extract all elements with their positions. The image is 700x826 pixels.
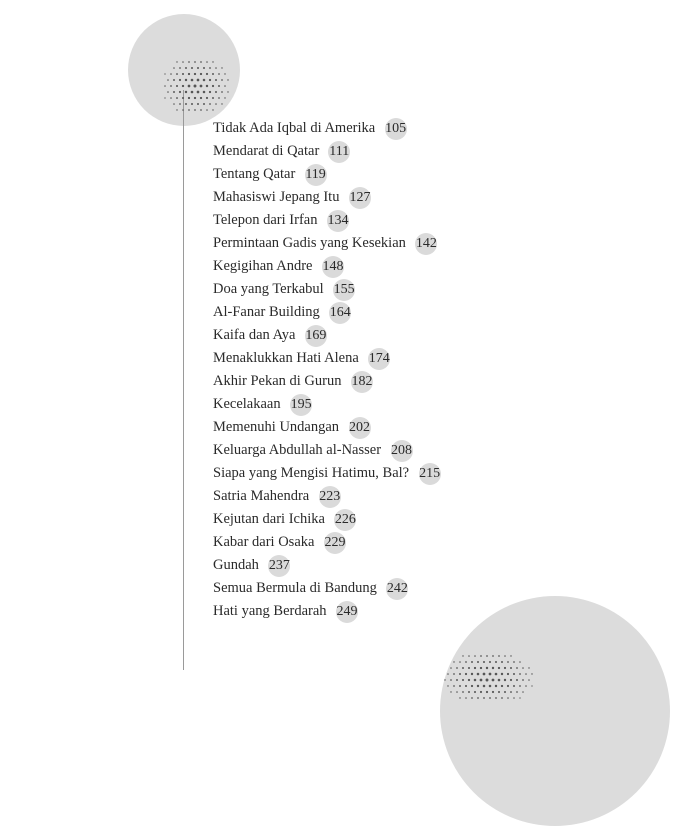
toc-entry[interactable] [213, 508, 443, 531]
decorative-dot [468, 691, 470, 693]
decorative-dot [489, 661, 491, 663]
decorative-dot [483, 673, 486, 676]
decorative-dot [477, 673, 480, 676]
decorative-dot [179, 67, 181, 69]
decorative-dot [492, 667, 494, 669]
toc-entry[interactable] [213, 531, 443, 554]
decorative-dot [179, 91, 181, 93]
toc-page-number: 226 [332, 510, 359, 530]
decorative-dot [477, 661, 479, 663]
toc-entry-title: Kecelakaan [213, 396, 281, 412]
decorative-dot [200, 97, 202, 99]
decorative-dot [209, 67, 211, 69]
decorative-dot [200, 85, 203, 88]
decorative-dot [480, 667, 482, 669]
decorative-dot [221, 103, 222, 104]
decorative-dot [465, 673, 467, 675]
decorative-dot [519, 673, 521, 675]
decorative-dot [492, 679, 495, 682]
toc-page-number: 242 [384, 579, 411, 599]
decorative-dot [206, 85, 208, 87]
toc-entry[interactable] [213, 416, 443, 439]
toc-entry[interactable] [213, 117, 443, 140]
decorative-dot [206, 61, 208, 63]
decorative-dot [528, 667, 529, 668]
decorative-dot [188, 109, 190, 111]
decorative-dot [173, 79, 175, 81]
decorative-dot [480, 691, 482, 693]
decorative-dot [495, 685, 497, 687]
decorative-dot [492, 655, 494, 657]
decorative-dot [188, 97, 190, 99]
toc-page-number: 202 [346, 418, 373, 438]
decorative-dot [498, 655, 500, 657]
toc-entry-title: Akhir Pekan di Gurun [213, 373, 342, 389]
toc-entry[interactable] [213, 439, 443, 462]
toc-entry-title: Kabar dari Osaka [213, 534, 315, 550]
decorative-dot [516, 667, 518, 669]
decorative-dot [498, 667, 500, 669]
toc-page-number: 174 [366, 349, 393, 369]
decorative-dot [507, 697, 509, 699]
decorative-dot [450, 679, 452, 681]
decorative-dot [486, 691, 488, 693]
decorative-dot-pattern-bottom [440, 648, 536, 700]
decorative-dot [224, 97, 225, 98]
toc-entry-title: Tentang Qatar [213, 166, 296, 182]
decorative-dot [510, 667, 512, 669]
decorative-dot [486, 679, 489, 682]
toc-entry-title: Hati yang Berdarah [213, 603, 327, 619]
decorative-dot [495, 697, 497, 699]
decorative-dot [185, 79, 187, 81]
decorative-dot [510, 655, 511, 656]
toc-entry[interactable] [213, 255, 443, 278]
decorative-dot [224, 73, 225, 74]
decorative-dot [471, 685, 473, 687]
toc-page-number: 229 [321, 533, 348, 553]
toc-entry[interactable] [213, 163, 443, 186]
decorative-dot [194, 109, 196, 111]
decorative-dot [459, 685, 461, 687]
toc-page-number: 105 [382, 119, 409, 139]
decorative-dot [176, 85, 178, 87]
toc-page-number: 208 [388, 441, 415, 461]
toc-entry-title: Memenuhi Undangan [213, 419, 340, 435]
decorative-dot [480, 679, 483, 682]
decorative-dot [167, 91, 169, 93]
toc-entry-title: Al-Fanar Building [213, 304, 320, 320]
toc-entry-title: Mahasiswi Jepang Itu [213, 189, 340, 205]
decorative-dot [501, 661, 503, 663]
decorative-dot [522, 667, 524, 669]
toc-entry[interactable] [213, 577, 443, 600]
toc-entry[interactable] [213, 462, 443, 485]
toc-entry[interactable] [213, 324, 443, 347]
toc-page-number: 119 [302, 165, 328, 185]
decorative-dot [215, 67, 217, 69]
decorative-dot [447, 673, 449, 675]
decorative-dot [179, 103, 181, 105]
decorative-dot [215, 91, 217, 93]
decorative-dot [513, 661, 515, 663]
decorative-dot [453, 673, 455, 675]
decorative-dot [182, 61, 184, 63]
decorative-dot [489, 697, 491, 699]
decorative-dot [173, 91, 175, 93]
decorative-dot [504, 679, 506, 681]
decorative-dot [474, 691, 476, 693]
toc-entry[interactable] [213, 600, 443, 623]
toc-entry[interactable] [213, 140, 443, 163]
decorative-dot [513, 697, 515, 699]
toc-page-number: 237 [266, 556, 293, 576]
decorative-dot [447, 685, 448, 686]
decorative-dot [182, 73, 184, 75]
decorative-dot [212, 61, 213, 62]
decorative-dot [179, 79, 181, 81]
toc-entry-title: Siapa yang Mengisi Hatimu, Bal? [213, 465, 410, 481]
toc-entry-title: Permintaan Gadis yang Kesekian [213, 235, 406, 251]
decorative-dot [200, 109, 202, 111]
decorative-dot [191, 67, 193, 69]
decorative-dot [489, 685, 492, 688]
decorative-dot [200, 61, 202, 63]
decorative-dot [212, 85, 214, 87]
decorative-dot [510, 691, 512, 693]
decorative-dot [459, 661, 461, 663]
decorative-dot [182, 97, 184, 99]
toc-page-number: 215 [416, 464, 443, 484]
toc-entry-title: Keluarga Abdullah al-Nasser [213, 442, 382, 458]
toc-entry[interactable] [213, 186, 443, 209]
decorative-dot [531, 673, 532, 674]
toc-entry[interactable] [213, 232, 443, 255]
toc-entry-title: Menaklukkan Hati Alena [213, 350, 359, 366]
toc-entry[interactable] [213, 370, 443, 393]
decorative-dot [197, 103, 199, 105]
toc-entry[interactable] [213, 301, 443, 324]
decorative-dot [221, 79, 223, 81]
decorative-dot [194, 85, 197, 88]
decorative-dot [191, 103, 193, 105]
decorative-dot [468, 667, 470, 669]
decorative-dot [474, 667, 476, 669]
decorative-dot [486, 667, 488, 669]
decorative-dot [197, 79, 200, 82]
toc-entry-title: Kejutan dari Ichika [213, 511, 325, 527]
decorative-dot [525, 685, 527, 687]
decorative-dot [194, 97, 196, 99]
decorative-dot [227, 79, 228, 80]
decorative-dot [206, 97, 208, 99]
decorative-dot [209, 79, 211, 81]
toc-page-number: 111 [326, 142, 352, 162]
decorative-dot [164, 97, 165, 98]
toc-entry[interactable] [213, 393, 443, 416]
decorative-dot [194, 61, 196, 63]
decorative-dot [477, 685, 479, 687]
decorative-dot [507, 685, 509, 687]
decorative-dot [465, 685, 467, 687]
decorative-dot [519, 697, 520, 698]
toc-entry-title: Telepon dari Irfan [213, 212, 318, 228]
decorative-dot [492, 691, 494, 693]
decorative-dot [224, 85, 226, 87]
toc-entry[interactable] [213, 485, 443, 508]
decorative-dot [507, 661, 509, 663]
decorative-dot [227, 91, 228, 92]
decorative-dot [167, 79, 169, 81]
decorative-dot [164, 85, 166, 87]
decorative-dot [209, 91, 211, 93]
decorative-dot [477, 697, 479, 699]
toc-entry[interactable] [213, 554, 443, 577]
decorative-dot [504, 655, 506, 657]
decorative-dot [528, 679, 530, 681]
decorative-dot [513, 673, 515, 675]
decorative-dot [483, 685, 486, 688]
decorative-dot [513, 685, 515, 687]
decorative-dot [212, 97, 214, 99]
decorative-dot [212, 73, 214, 75]
decorative-dot [191, 91, 194, 94]
toc-page-number: 127 [346, 188, 373, 208]
decorative-dot [507, 673, 509, 675]
toc-entry[interactable] [213, 209, 443, 232]
decorative-dot [173, 103, 175, 105]
decorative-dot [456, 667, 458, 669]
decorative-dot [170, 97, 172, 99]
decorative-dot [215, 103, 217, 105]
decorative-dot [480, 655, 482, 657]
decorative-dot [486, 655, 488, 657]
toc-page-number: 249 [334, 602, 361, 622]
decorative-dot [471, 673, 473, 675]
decorative-dot [197, 67, 199, 69]
decorative-dot [504, 667, 506, 669]
decorative-dot [450, 691, 451, 692]
decorative-dot [191, 79, 194, 82]
decorative-dot [483, 697, 485, 699]
decorative-dot [465, 661, 467, 663]
decorative-dot [206, 73, 208, 75]
decorative-dot [531, 685, 532, 686]
decorative-dot [495, 673, 498, 676]
decorative-dot [170, 73, 172, 75]
decorative-dot [221, 91, 223, 93]
toc-entry[interactable] [213, 347, 443, 370]
toc-page-number: 164 [327, 303, 354, 323]
decorative-dot [519, 661, 521, 663]
decorative-dot [489, 673, 492, 676]
decorative-dot [200, 73, 202, 75]
decorative-dot [203, 79, 206, 82]
toc-page-number: 182 [348, 372, 375, 392]
decorative-dot [218, 85, 220, 87]
decorative-dot [498, 679, 501, 682]
decorative-dot [474, 679, 477, 682]
toc-entry-title: Semua Bermula di Bandung [213, 580, 377, 596]
decorative-dot [450, 667, 452, 669]
decorative-dot [498, 691, 500, 693]
decorative-dot [483, 661, 485, 663]
toc-page-number: 142 [413, 234, 440, 254]
toc-page-number: 223 [316, 487, 343, 507]
decorative-dot [510, 679, 512, 681]
decorative-dot [218, 97, 220, 99]
decorative-dot [462, 667, 464, 669]
toc-entry-title: Kegigihan Andre [213, 258, 313, 274]
decorative-dot [218, 73, 220, 75]
decorative-dot [185, 91, 187, 93]
decorative-dot [456, 679, 458, 681]
decorative-dot [203, 91, 206, 94]
decorative-dot [525, 673, 527, 675]
toc-entry-title: Mendarat di Qatar [213, 143, 320, 159]
decorative-dot [522, 679, 524, 681]
decorative-dot [519, 685, 521, 687]
decorative-dot [209, 103, 211, 105]
decorative-dot [176, 97, 178, 99]
decorative-dot [188, 73, 190, 75]
decorative-dot [522, 691, 524, 693]
decorative-dot [203, 103, 205, 105]
decorative-dot [194, 73, 196, 75]
decorative-dot [176, 109, 177, 110]
decorative-dot [462, 691, 464, 693]
decorative-dot [462, 655, 463, 656]
toc-entry-title: Tidak Ada Iqbal di Amerika [213, 120, 376, 136]
decorative-dot [170, 85, 172, 87]
toc-entry-title: Doa yang Terkabul [213, 281, 324, 297]
decorative-dot [221, 67, 222, 68]
decorative-dot [516, 679, 518, 681]
decorative-dot [185, 103, 187, 105]
decorative-dot [215, 79, 217, 81]
decorative-dot-pattern-top [160, 54, 232, 118]
decorative-dot [182, 109, 184, 111]
decorative-dot [203, 67, 205, 69]
toc-entry-title: Kaifa dan Aya [213, 327, 296, 343]
decorative-dot [453, 661, 454, 662]
decorative-dot [474, 655, 476, 657]
decorative-dot [453, 685, 455, 687]
table-of-contents [213, 117, 443, 623]
decorative-dot [212, 109, 213, 110]
decorative-dot [456, 691, 458, 693]
decorative-dot [173, 67, 175, 69]
toc-entry[interactable] [213, 278, 443, 301]
decorative-dot [468, 679, 470, 681]
decorative-dot [197, 91, 200, 94]
decorative-dot [206, 109, 208, 111]
decorative-dot [176, 73, 178, 75]
toc-page-number: 155 [331, 280, 358, 300]
toc-entry-title: Gundah [213, 557, 259, 573]
decorative-dot [501, 673, 503, 675]
decorative-dot [465, 697, 467, 699]
decorative-dot [462, 679, 464, 681]
decorative-dot [164, 73, 165, 74]
decorative-dot [501, 685, 503, 687]
toc-page-number: 134 [324, 211, 351, 231]
decorative-dot [188, 61, 190, 63]
decorative-dot [459, 697, 460, 698]
toc-page-number: 169 [302, 326, 329, 346]
decorative-dot [504, 691, 506, 693]
decorative-dot [495, 661, 497, 663]
decorative-dot [471, 661, 473, 663]
toc-entry-title: Satria Mahendra [213, 488, 310, 504]
decorative-circle-bottom [440, 596, 670, 826]
decorative-dot [444, 679, 445, 680]
toc-page-number: 195 [288, 395, 315, 415]
decorative-dot [468, 655, 470, 657]
decorative-dot [188, 85, 191, 88]
decorative-dot [459, 673, 461, 675]
decorative-dot [471, 697, 473, 699]
vertical-divider-line [183, 90, 184, 670]
toc-page-number: 148 [319, 257, 346, 277]
decorative-dot [501, 697, 503, 699]
decorative-dot [185, 67, 187, 69]
decorative-dot [182, 85, 184, 87]
decorative-dot [516, 691, 518, 693]
decorative-dot [176, 61, 177, 62]
